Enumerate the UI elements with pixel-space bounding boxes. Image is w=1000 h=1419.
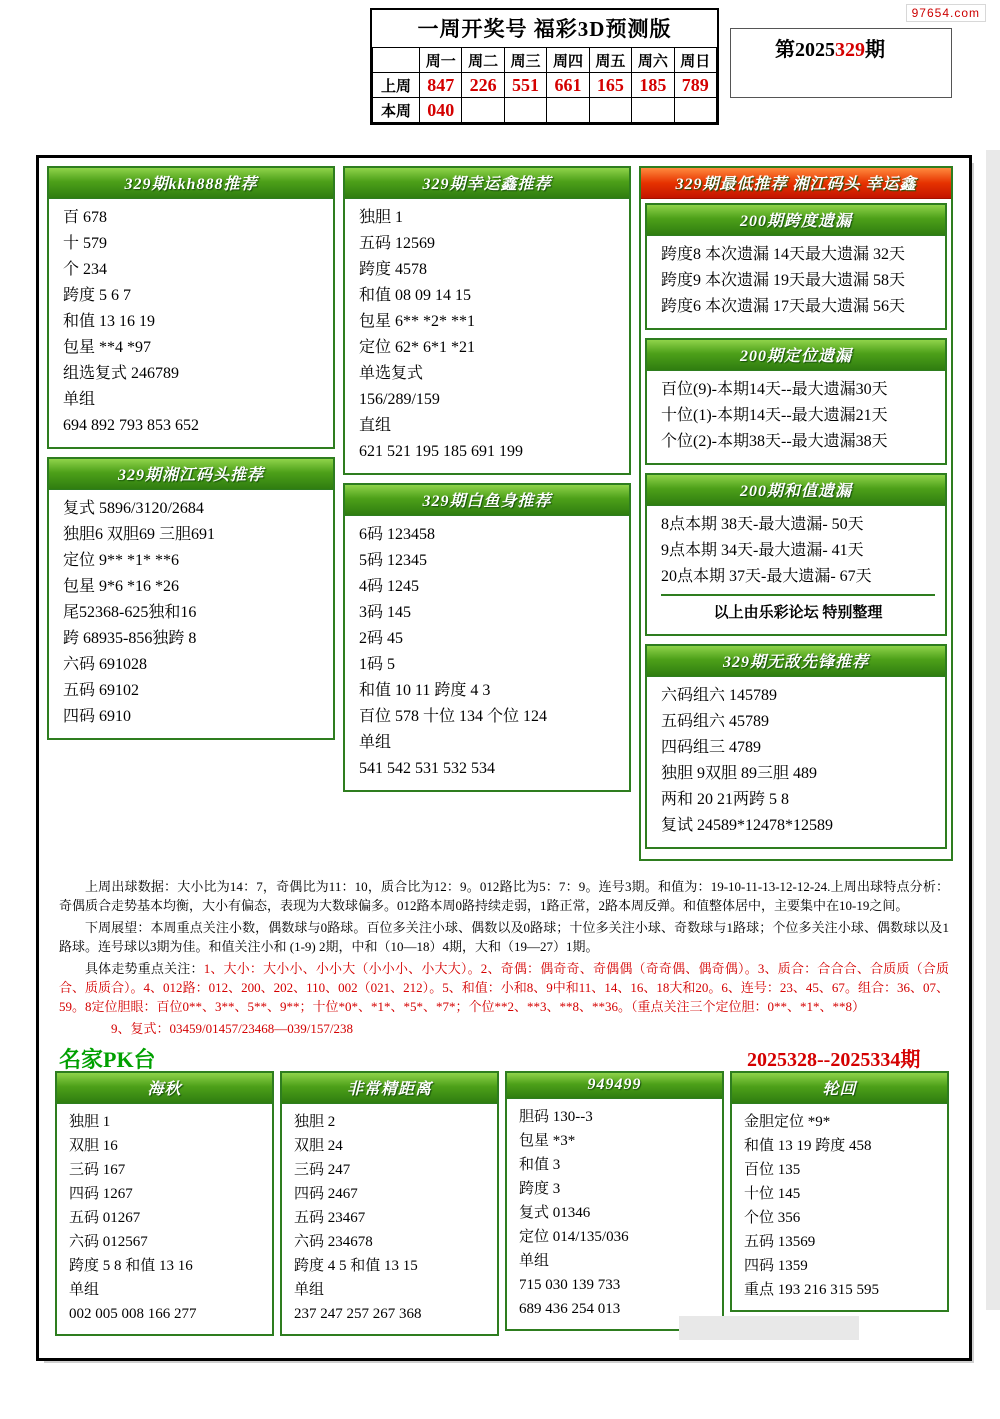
panel-body <box>49 199 333 447</box>
list-item: 双胆 16 <box>69 1138 118 1154</box>
panel-xingyunxin <box>343 166 631 475</box>
list-item: 五码组六 45789 <box>661 713 770 730</box>
list-item: 重点 193 216 315 595 <box>744 1282 880 1298</box>
panel-xiangjiang <box>47 457 335 740</box>
list-item: 单组 <box>519 1253 550 1269</box>
header-title: 一周开奖号 福彩3D预测版 <box>417 17 672 41</box>
list-item: 独胆 1 <box>359 209 404 226</box>
panel-body <box>345 516 629 790</box>
panel-position-miss <box>645 338 947 465</box>
issue-label <box>731 29 951 62</box>
day-thu: 周四 <box>547 48 589 73</box>
list-item: 跨度 5 8 和值 13 16 <box>69 1258 193 1274</box>
list-item: 十位 145 <box>744 1186 801 1202</box>
list-item: 单组 <box>63 391 96 408</box>
list-item: 715 030 139 733 <box>519 1277 621 1293</box>
issue-box <box>730 28 952 98</box>
last-week-mon: 847 <box>420 73 462 98</box>
panel-title: 200期和值遗漏 <box>647 475 945 506</box>
columns-container <box>47 166 961 1342</box>
this-week-fri <box>589 98 631 123</box>
panel-body <box>647 506 945 634</box>
column-middle <box>343 166 631 800</box>
list-item: 胆码 130--3 <box>519 1109 593 1125</box>
list-item: 20点本期 37天-最大遗漏- 67天 <box>661 568 872 585</box>
list-item: 跨度 4 5 和值 13 15 <box>294 1258 418 1274</box>
last-week-label: 上周 <box>373 73 420 98</box>
this-week-thu <box>547 98 589 123</box>
fushi-label: 9、复式： <box>111 1021 170 1036</box>
bottom-column-3 <box>505 1071 724 1331</box>
week-table <box>372 47 717 123</box>
list-item: 四码 1267 <box>69 1186 133 1202</box>
list-item: 两和 20 21两跨 5 8 <box>661 791 790 808</box>
list-item: 237 247 257 267 368 <box>294 1306 422 1322</box>
week-draw-header <box>370 8 719 125</box>
day-fri: 周五 <box>589 48 631 73</box>
list-item: 百位(9)-本期14天--最大遗漏30天 <box>661 381 888 398</box>
list-item: 包星 **4 *97 <box>63 339 152 356</box>
list-item: 包星 6** *2* **1 <box>359 313 476 330</box>
list-item: 五码 23467 <box>294 1210 366 1226</box>
list-item: 三码 167 <box>69 1162 126 1178</box>
last-week-sun: 789 <box>674 73 716 98</box>
list-item: 个 234 <box>63 261 108 278</box>
list-item: 包星 *3* <box>519 1133 576 1149</box>
list-item: 独胆 1 <box>69 1114 111 1130</box>
list-item: 四码组三 4789 <box>661 739 762 756</box>
source-note: 以上由乐彩论坛 特别整理 <box>713 605 883 621</box>
list-item: 独胆 2 <box>294 1114 336 1130</box>
this-week-mon: 040 <box>420 98 462 123</box>
panel-body <box>345 199 629 473</box>
panel-body <box>647 371 945 463</box>
this-week-label: 本周 <box>373 98 420 123</box>
last-week-thu: 661 <box>547 73 589 98</box>
last-week-tue: 226 <box>462 73 504 98</box>
list-item: 双胆 24 <box>294 1138 343 1154</box>
list-item: 跨度 3 <box>519 1181 561 1197</box>
list-item: 9点本期 34天-最大遗漏- 41天 <box>661 542 864 559</box>
last-week-wed: 551 <box>504 73 546 98</box>
list-item: 单组 <box>69 1282 100 1298</box>
list-item: 跨 68935-856独跨 8 <box>63 630 197 647</box>
issue-prefix: 第2025 <box>775 39 835 61</box>
panel-title: 200期定位遗漏 <box>647 340 945 371</box>
list-item: 和值 13 16 19 <box>63 313 156 330</box>
panel-body <box>57 1104 272 1334</box>
list-item: 复试 24589*12478*12589 <box>661 817 834 834</box>
list-item: 定位 014/135/036 <box>519 1229 629 1245</box>
panel-feichangjingjuli <box>280 1071 499 1336</box>
list-item: 四码 1359 <box>744 1258 808 1274</box>
panel-title: 329期湘江码头推荐 <box>49 459 333 490</box>
panel-title: 329期幸运鑫推荐 <box>345 168 629 199</box>
panel-body <box>732 1104 947 1310</box>
panel-title: 329期kkh888推荐 <box>49 168 333 199</box>
panel-title: 非常精距离 <box>282 1073 497 1104</box>
panel-span-miss <box>645 203 947 330</box>
list-item: 694 892 793 853 652 <box>63 417 199 434</box>
day-mon: 周一 <box>420 48 462 73</box>
analysis-text <box>47 869 961 1038</box>
column-left <box>47 166 335 748</box>
analysis-paragraph-3-body: 1、大小：大小小、小小大（小小小、小大大）。2、奇偶：偶奇奇、奇偶偶（奇奇偶、偶奇偶）。3、质合：合合合、合质质（合质合、质质合）。4、012路：012、200、202、110、002（021、212）。5、和值：小和8、9中和11、14、16、18大和20。6、连号：23、45、67。组合：36、07、59。8定位胆眼：百位0**、3**、5**、9**；十位*0*、*1*、*5*、*7*；个位**2、**3、**8、**36。（重点关注三个定位胆：0**、*1*、**8） <box>59 961 949 1014</box>
list-item: 百位 135 <box>744 1162 801 1178</box>
analysis-paragraph-3 <box>59 959 949 1016</box>
list-item: 和值 3 <box>519 1157 561 1173</box>
list-item: 金胆定位 *9* <box>744 1114 831 1130</box>
list-item: 跨度8 本次遗漏 14天最大遗漏 32天 <box>661 246 906 263</box>
list-item: 个位 356 <box>744 1210 801 1226</box>
fushi-value: 03459/01457/23468—039/157/238 <box>169 1021 353 1036</box>
list-item: 尾52368-625独和16 <box>63 604 197 621</box>
analysis-paragraph-4 <box>59 1019 949 1038</box>
panel-title: 329期无敌先锋推荐 <box>647 646 945 677</box>
right-stack <box>641 199 951 859</box>
panel-title: 949499 <box>507 1073 722 1099</box>
bottom-column-1 <box>55 1071 274 1336</box>
list-item: 六码组六 145789 <box>661 687 778 704</box>
panel-title-red: 329期最低推荐 湘江码头 幸运鑫 <box>641 168 951 199</box>
issue-number: 329 <box>835 39 865 61</box>
panel-kkh888 <box>47 166 335 449</box>
pk-title: 名家PK台 <box>59 1047 156 1072</box>
list-item: 十 579 <box>63 235 108 252</box>
list-item: 包星 9*6 *16 *26 <box>63 578 180 595</box>
panel-body <box>647 236 945 328</box>
table-row-last-week <box>373 73 717 98</box>
list-item: 跨度 4578 <box>359 261 428 278</box>
list-item: 4码 1245 <box>359 578 420 595</box>
bottom-strip <box>679 1316 859 1340</box>
panel-baiyushen <box>343 483 631 792</box>
list-item: 621 521 195 185 691 199 <box>359 443 523 460</box>
list-item: 跨度 5 6 7 <box>63 287 132 304</box>
panel-body <box>647 677 945 847</box>
panel-best-recommend <box>639 166 953 861</box>
list-item: 定位 62* 6*1 *21 <box>359 339 476 356</box>
main-frame <box>36 155 972 1361</box>
bottom-column-4 <box>730 1071 949 1312</box>
list-item: 十位(1)-本期14天--最大遗漏21天 <box>661 407 888 424</box>
list-item: 689 436 254 013 <box>519 1301 621 1317</box>
list-item: 五码 12569 <box>359 235 436 252</box>
pk-header-row <box>47 1041 961 1071</box>
panel-wudixianfeng <box>645 644 947 849</box>
issue-suffix: 期 <box>865 39 885 61</box>
analysis-paragraph-1: 上周出球数据：大小比为14：7，奇偶比为11：10，质合比为12：9。012路比为5：7：9。连号3期。和值为：19-10-11-13-12-12-24.上周出球特点分析：奇偶质合走势基本均衡，大小有偏态，表现为大数球偏多。012路本周0路持续走弱，1路正常，2路本周反弹。和值整体居中，主要集中在10-19之间。 <box>59 879 949 913</box>
list-item: 跨度6 本次遗漏 17天最大遗漏 56天 <box>661 298 906 315</box>
list-item: 002 005 008 166 277 <box>69 1306 197 1322</box>
day-sun: 周日 <box>674 48 716 73</box>
list-item: 百 678 <box>63 209 108 226</box>
list-item: 5码 12345 <box>359 552 428 569</box>
this-week-sun <box>674 98 716 123</box>
site-watermark: 97654.com <box>906 4 986 22</box>
list-item: 单组 <box>294 1282 325 1298</box>
list-item: 三码 247 <box>294 1162 351 1178</box>
panel-title: 200期跨度遗漏 <box>647 205 945 236</box>
panel-title: 轮回 <box>732 1073 947 1104</box>
panel-haiqiu <box>55 1071 274 1336</box>
list-item: 独胆 9双胆 89三胆 489 <box>661 765 818 782</box>
this-week-wed <box>504 98 546 123</box>
corner-cell <box>373 48 420 73</box>
analysis-paragraph-2: 下周展望：本周重点关注小数，偶数球与0路球。百位多关注小球、偶数以及0路球；十位多关注小球、奇数球与1路球；个位多关注小球、偶数球以及1路球。连号球以3期为佳。和值关注小和 (1-9) 2期，中和（10—18）4期，大和（19—27）1期。 <box>59 920 949 954</box>
list-item: 复式 01346 <box>519 1205 591 1221</box>
panel-title: 329期白鱼身推荐 <box>345 485 629 516</box>
list-item: 六码 012567 <box>69 1234 148 1250</box>
bottom-column-2 <box>280 1071 499 1336</box>
list-item: 156/289/159 <box>359 391 440 408</box>
list-item: 五码 13569 <box>744 1234 816 1250</box>
list-item: 组选复式 246789 <box>63 365 180 382</box>
list-item: 五码 69102 <box>63 682 140 699</box>
list-item: 2码 45 <box>359 630 404 647</box>
list-item: 跨度9 本次遗漏 19天最大遗漏 58天 <box>661 272 906 289</box>
list-item: 单组 <box>359 734 392 751</box>
analysis-paragraph-3-head: 具体走势重点关注： <box>85 961 204 976</box>
pk-issue-range: 2025328--2025334期 <box>747 1049 921 1071</box>
panel-lunhui <box>730 1071 949 1312</box>
list-item: 6码 123458 <box>359 526 436 543</box>
list-item: 六码 691028 <box>63 656 148 673</box>
list-item: 1码 5 <box>359 656 396 673</box>
list-item: 五码 01267 <box>69 1210 141 1226</box>
page-right-edge <box>986 150 1000 1310</box>
list-item: 3码 145 <box>359 604 412 621</box>
list-item: 和值 08 09 14 15 <box>359 287 472 304</box>
day-wed: 周三 <box>504 48 546 73</box>
list-item: 和值 10 11 跨度 4 3 <box>359 682 491 699</box>
list-item: 个位(2)-本期38天--最大遗漏38天 <box>661 433 888 450</box>
list-item: 直组 <box>359 417 392 434</box>
table-row-days <box>373 48 717 73</box>
day-tue: 周二 <box>462 48 504 73</box>
last-week-sat: 185 <box>632 73 674 98</box>
panel-body <box>507 1099 722 1329</box>
list-item: 541 542 531 532 534 <box>359 760 495 777</box>
panel-949499 <box>505 1071 724 1331</box>
list-item: 四码 6910 <box>63 708 132 725</box>
list-item: 单选复式 <box>359 365 424 382</box>
table-row-this-week <box>373 98 717 123</box>
list-item: 定位 9** *1* **6 <box>63 552 180 569</box>
panel-title: 海秋 <box>57 1073 272 1104</box>
list-item: 和值 13 19 跨度 458 <box>744 1138 872 1154</box>
last-week-fri: 165 <box>589 73 631 98</box>
this-week-tue <box>462 98 504 123</box>
list-item: 8点本期 38天-最大遗漏- 50天 <box>661 516 864 533</box>
this-week-sat <box>632 98 674 123</box>
divider <box>661 594 935 596</box>
list-item: 四码 2467 <box>294 1186 358 1202</box>
list-item: 六码 234678 <box>294 1234 373 1250</box>
list-item: 百位 578 十位 134 个位 124 <box>359 708 548 725</box>
column-right <box>639 166 953 869</box>
day-sat: 周六 <box>632 48 674 73</box>
panel-body <box>49 490 333 738</box>
list-item: 独胆6 双胆69 三胆691 <box>63 526 216 543</box>
panel-sum-miss <box>645 473 947 636</box>
list-item: 复式 5896/3120/2684 <box>63 500 204 517</box>
panel-body <box>282 1104 497 1334</box>
